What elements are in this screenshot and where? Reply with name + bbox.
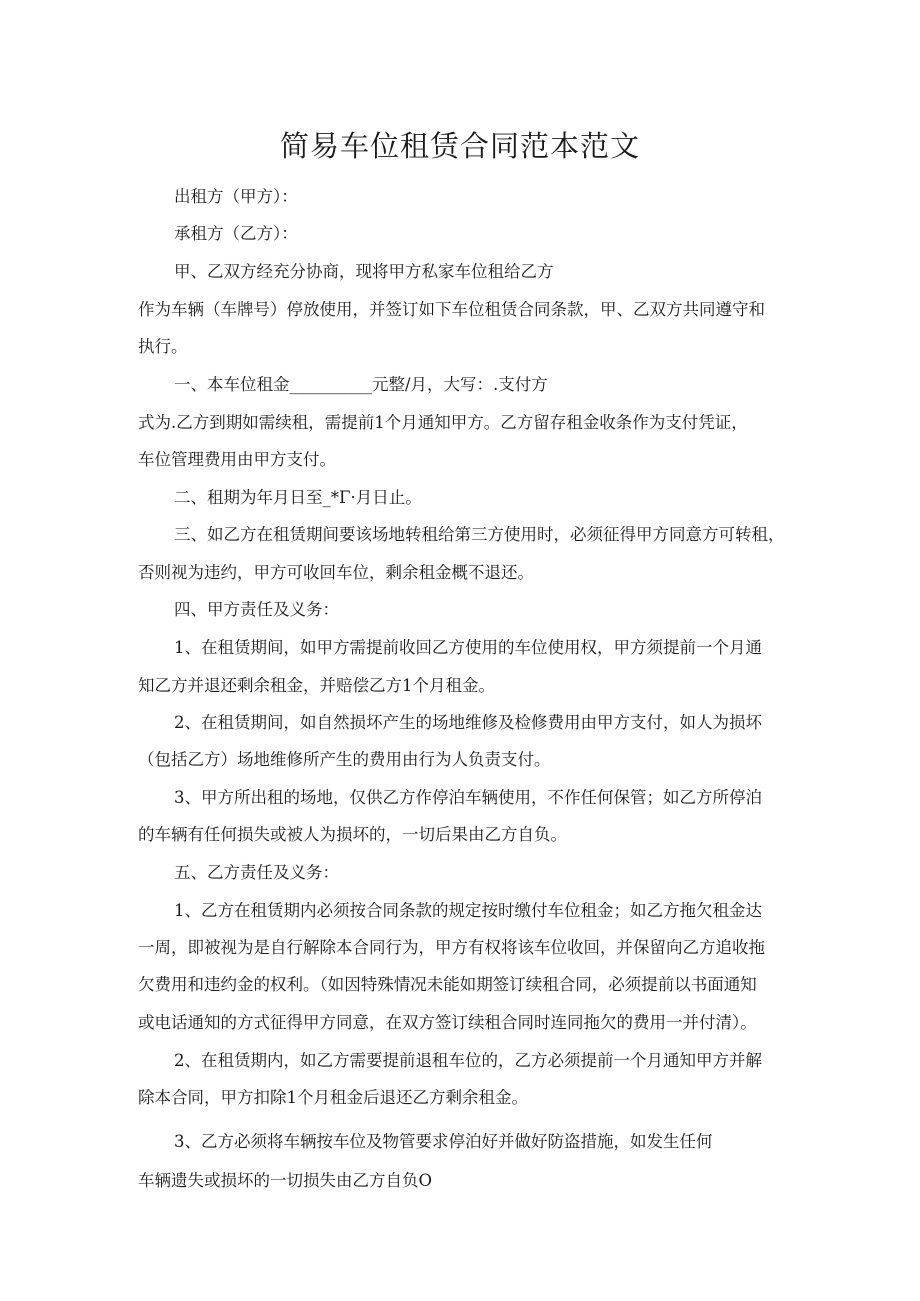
section-4-item-2-line-2: （包括乙方）场地维修所产生的费用由行为人负责支付。	[138, 750, 551, 769]
section-4-heading: 四、甲方责任及义务：	[174, 600, 339, 619]
section-5-item-3-line-1: 3、乙方必须将车辆按车位及物管要求停泊好并做好防盗措施，如发生任何	[174, 1132, 713, 1151]
section-5-heading: 五、乙方责任及义务：	[174, 863, 339, 882]
preamble-line-2: 作为车辆（车牌号）停放使用，并签订如下车位租赁合同条款，甲、乙双方共同遵守和	[138, 300, 765, 319]
section-5-item-2-line-1: 2、在租赁期内，如乙方需要提前退租车位的，乙方必须提前一个月通知甲方并解	[174, 1051, 762, 1070]
lessor-line: 出租方（甲方）：	[174, 187, 298, 206]
section-4-item-3-line-1: 3、甲方所出租的场地，仅供乙方作停泊车辆使用，不作任何保管；如乙方所停泊	[174, 788, 762, 807]
section-4-item-2-line-1: 2、在租赁期间，如自然损坏产生的场地维修及检修费用由甲方支付，如人为损坏	[174, 713, 762, 732]
section-5-item-1-line-3: 欠费用和违约金的权利。（如因特殊情况未能如期签订续租合同，必须提前以书面通知	[138, 975, 757, 994]
section-4-item-1-line-1: 1、在租赁期间，如甲方需提前收回乙方使用的车位使用权，甲方须提前一个月通	[174, 638, 762, 657]
clause-3-line-2: 否则视为违约，甲方可收回车位，剩余租金概不退还。	[138, 563, 534, 582]
preamble-line-1: 甲、乙双方经充分协商，现将甲方私家车位租给乙方	[174, 262, 554, 281]
preamble-line-3: 执行。	[138, 337, 188, 356]
section-5-item-1-line-4: 或电话通知的方式征得甲方同意，在双方签订续租合同时连同拖欠的费用一并付清）。	[138, 1013, 757, 1032]
section-4-item-3-line-2: 的车辆有任何损失或被人为损坏的，一切后果由乙方自负。	[138, 825, 567, 844]
document-title: 简易车位租赁合同范本范文	[279, 129, 640, 163]
section-4-item-1-line-2: 知乙方并退还剩余租金，并赔偿乙方1个月租金。	[138, 676, 495, 695]
clause-1-line-3: 车位管理费用由甲方支付。	[138, 450, 336, 469]
section-5-item-2-line-2: 除本合同，甲方扣除1个月租金后退还乙方剩余租金。	[138, 1088, 528, 1107]
section-5-item-3-line-2: 车辆遗失或损坏的一切损失由乙方自负O	[138, 1171, 433, 1190]
section-5-item-1-line-2: 一周，即被视为是自行解除本合同行为，甲方有权将该车位收回，并保留向乙方追收拖	[138, 938, 765, 957]
section-5-item-1-line-1: 1、乙方在租赁期内必须按合同条款的规定按时缴付车位租金；如乙方拖欠租金达	[174, 901, 762, 920]
lessee-line: 承租方（乙方）：	[174, 224, 298, 243]
clause-2-line-1: 二、租期为年月日至_*Γ·月日止。	[174, 488, 422, 507]
clause-3-line-1: 三、如乙方在租赁期间要该场地转租给第三方使用时，必须征得甲方同意方可转租，	[174, 525, 785, 544]
clause-1-line-2: 式为.乙方到期如需续租，需提前1个月通知甲方。乙方留存租金收条作为支付凭证，	[138, 413, 748, 432]
clause-1-line-1: 一、本车位租金__________元整/月，大写：.支付方	[174, 375, 548, 394]
